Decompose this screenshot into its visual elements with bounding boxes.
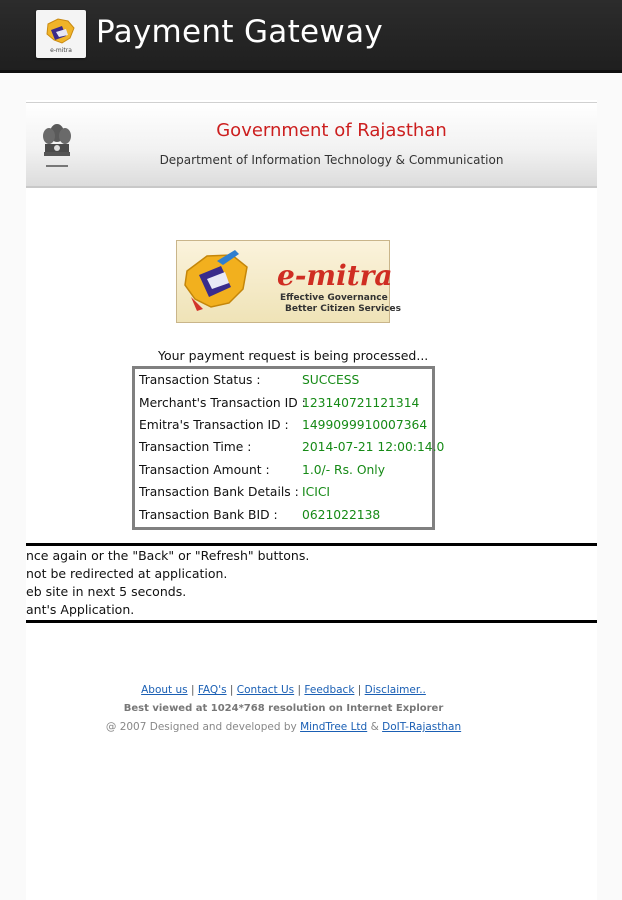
copyright-amp: & [370,721,379,733]
notice-line-4: ant's Application. [26,602,135,617]
svg-text:e-mitra: e-mitra [50,47,72,54]
transaction-status-label: Transaction Status : [139,373,261,387]
emitra-tagline-1: Effective Governance [280,293,388,303]
government-banner [26,102,597,188]
notice-line-2: not be redirected at application. [26,566,228,581]
department-subtitle: Department of Information Technology & Communication [159,153,504,167]
about-us-link[interactable]: About us [141,684,188,696]
emitra-logo [176,240,401,323]
transaction-time-label: Transaction Time : [139,440,252,454]
right-margin [597,76,622,900]
copyright-line [26,721,541,733]
disclaimer-link[interactable]: Disclaimer.. [364,684,426,696]
feedback-link[interactable]: Feedback [304,684,355,696]
transaction-bank-details-value: ICICI [302,485,331,499]
transaction-amount-label: Transaction Amount : [139,463,270,477]
faqs-link[interactable]: FAQ's [197,684,227,696]
footer-separator: | [229,684,234,696]
merchant-transaction-id-label: Merchant's Transaction ID : [139,396,306,410]
footer-separator: | [357,684,362,696]
notice-line-3: eb site in next 5 seconds. [26,584,187,599]
app-title: Payment Gateway [96,14,384,50]
transaction-bank-bid-label: Transaction Bank BID : [139,508,278,522]
emitra-logo-graphic [177,241,401,322]
footer-separator: | [297,684,302,696]
footer-separator: | [190,684,195,696]
doit-rajasthan-link[interactable]: DoIT-Rajasthan [382,721,462,733]
transaction-time-value: 2014-07-21 12:00:14.0 [302,440,445,454]
emitra-app-icon[interactable] [36,10,86,58]
footer-links [26,684,541,696]
emitra-logo-text: e-mitra [277,259,393,292]
processing-message: Your payment request is being processed... [158,348,429,363]
mindtree-link[interactable]: MindTree Ltd [300,721,368,733]
emitra-transaction-id-value: 1499099910007364 [302,418,428,432]
divider-top [26,543,597,546]
notice-line-1: nce again or the "Back" or "Refresh" buttons. [26,548,310,563]
divider-bottom [26,620,597,623]
emitra-transaction-id-label: Emitra's Transaction ID : [139,418,289,432]
transaction-amount-value: 1.0/- Rs. Only [302,463,385,477]
emitra-tagline-2: Better Citizen Services [285,304,401,314]
transaction-details-box [132,366,445,530]
transaction-bank-details-label: Transaction Bank Details : [139,485,299,499]
contact-us-link[interactable]: Contact Us [236,684,295,696]
best-viewed-note: Best viewed at 1024*768 resolution on Internet Explorer [123,703,444,714]
left-margin [0,76,26,900]
copyright-prefix: @ 2007 Designed and developed by [105,721,297,733]
transaction-status-value: SUCCESS [302,373,360,387]
merchant-transaction-id-value: 123140721121314 [302,396,420,410]
action-bar [0,0,622,73]
transaction-bank-bid-value: 0621022138 [302,508,381,522]
web-page [26,100,597,900]
government-title: Government of Rajasthan [216,120,447,141]
